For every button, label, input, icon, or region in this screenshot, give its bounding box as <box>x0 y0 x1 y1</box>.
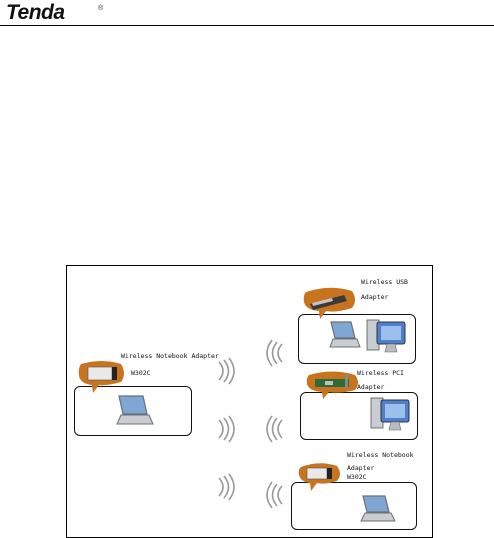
nb-adapter-label-2: Adapter <box>347 464 375 472</box>
nb-card-bubble <box>297 462 343 492</box>
tenda-logo: Tenda <box>6 1 65 24</box>
header-rule <box>0 25 494 26</box>
left-laptop-icon <box>113 394 153 430</box>
pci-adapter-label-2: Adapter <box>357 383 385 391</box>
left-card-bubble <box>77 360 127 394</box>
signal-wave-icon <box>217 414 239 444</box>
signal-wave-icon <box>262 480 284 510</box>
signal-wave-icon <box>262 414 284 444</box>
pci-adapter-label: Wireless PCI <box>357 369 404 377</box>
signal-wave-icon <box>217 472 239 502</box>
registered-mark: ® <box>98 5 104 12</box>
usb-laptop-icon <box>325 320 361 354</box>
nb-adapter-label: Wireless Notebook <box>347 451 414 459</box>
signal-wave-icon <box>217 356 239 386</box>
usb-adapter-bubble <box>302 286 358 320</box>
nb-adapter-model: W302C <box>347 473 367 481</box>
page-header <box>0 0 494 30</box>
pci-desktop-icon <box>367 394 415 438</box>
pci-adapter-bubble <box>305 370 361 400</box>
signal-wave-icon <box>262 338 284 368</box>
nb-laptop-icon <box>357 494 397 528</box>
usb-adapter-label: Wireless USB <box>361 278 408 286</box>
usb-adapter-label-2: Adapter <box>361 293 389 301</box>
network-diagram <box>66 265 433 538</box>
usb-desktop-icon <box>363 316 411 362</box>
left-adapter-model: W302C <box>131 369 151 377</box>
left-adapter-label: Wireless Notebook Adapter <box>121 352 219 360</box>
